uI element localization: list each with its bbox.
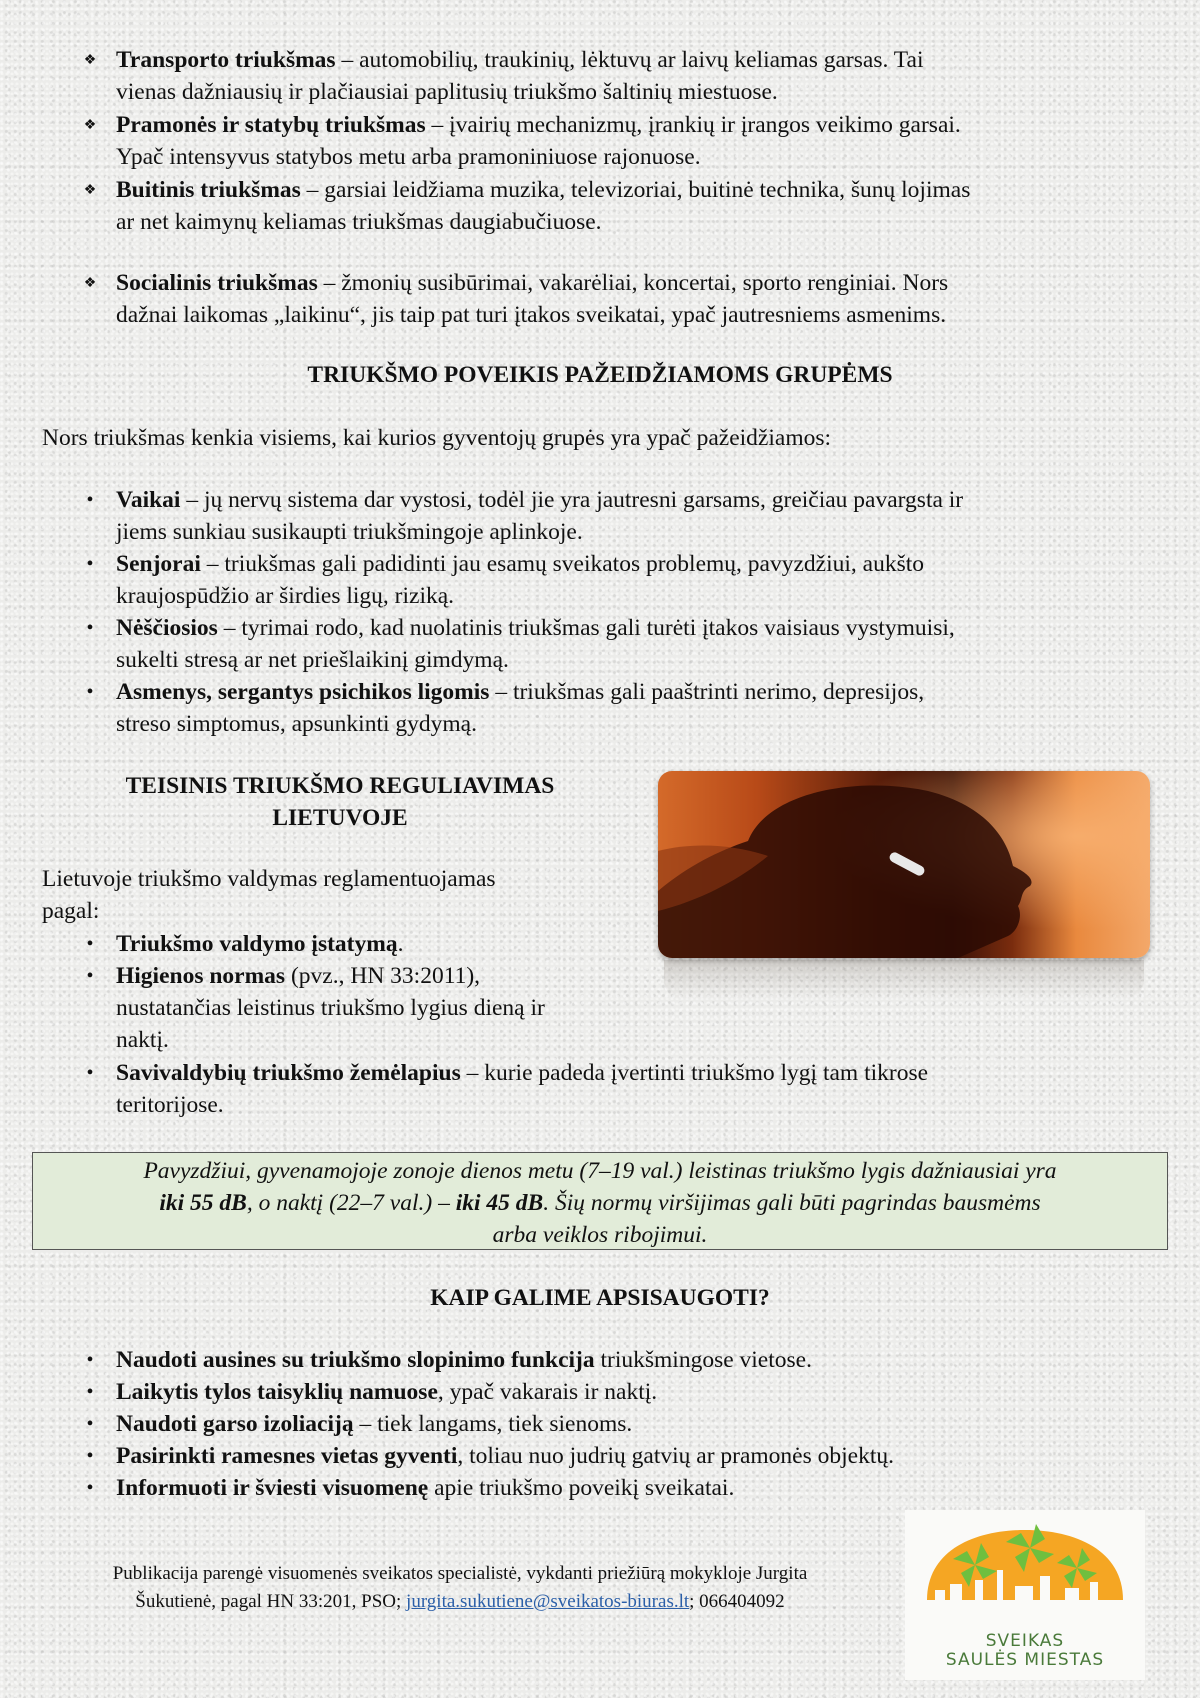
list-item xyxy=(86,960,646,1056)
item-text: apie triukšmo poveikį sveikatai. xyxy=(428,1475,735,1501)
item-title: Naudoti ausines su triukšmo slopinimo funkcija xyxy=(116,1347,595,1373)
footer-text: Publikacija parengė visuomenės sveikatos specialistė, vykdanti priežiūrą mokykloje Jurgita xyxy=(112,1563,808,1584)
list-item xyxy=(86,612,1146,676)
diamond-bullet-icon: ❖ xyxy=(83,276,97,291)
diamond-bullet-icon: ❖ xyxy=(83,118,97,133)
item-text: . xyxy=(397,931,404,957)
note-text: Pavyzdžiui, gyvenamojoje zonoje dienos metu (7–19 val.) leistinas triukšmo lygis dažniausiai yra xyxy=(143,1158,1057,1184)
note-highlight-night: iki 45 dB xyxy=(455,1190,544,1216)
item-text: ar net kaimynų keliamas triukšmas daugiabučiuose. xyxy=(116,209,602,235)
dot-bullet-icon: • xyxy=(86,1413,94,1435)
intro-line: pagal: xyxy=(42,898,100,924)
list-item xyxy=(86,928,646,960)
silhouette-icon xyxy=(658,771,1150,958)
item-title: Senjorai xyxy=(116,551,201,577)
list-item xyxy=(83,267,1146,331)
section-heading-protect: KAIP GALIME APSISAUGOTI? xyxy=(430,1285,770,1311)
list-item xyxy=(86,1408,1146,1440)
item-text: nustatančias leistinus triukšmo lygius dieną ir xyxy=(116,995,545,1021)
item-text: dažnai laikomas „laikinu“, jis taip pat turi įtakos sveikatai, ypač jautresniems asmenims. xyxy=(116,302,947,328)
item-title: Informuoti ir šviesti visuomenę xyxy=(116,1475,429,1501)
footer-phone: ; 066404092 xyxy=(689,1591,785,1612)
dot-bullet-icon: • xyxy=(86,681,94,703)
item-title: Naudoti garso izoliaciją xyxy=(116,1411,354,1437)
item-text: – tyrimai rodo, kad nuolatinis triukšmas gali turėti įtakos vaisiaus vystymuisi, xyxy=(217,615,955,641)
item-text: – kurie padeda įvertinti triukšmo lygį tam tikrose xyxy=(460,1060,929,1086)
item-text: sukelti stresą ar net priešlaikinį gimdymą. xyxy=(116,647,509,673)
dot-bullet-icon: • xyxy=(86,489,94,511)
dot-bullet-icon: • xyxy=(86,1445,94,1467)
item-title: Asmenys, sergantys psichikos ligomis xyxy=(116,679,490,705)
item-text: , toliau nuo judrių gatvių ar pramonės objektų. xyxy=(457,1443,894,1469)
heading-line: LIETUVOJE xyxy=(272,805,408,831)
heading-line: TEISINIS TRIUKŠMO REGULIAVIMAS xyxy=(125,773,555,799)
item-title: Socialinis triukšmas xyxy=(116,270,318,296)
section-heading-legal xyxy=(40,770,640,834)
item-text: – triukšmas gali padidinti jau esamų sveikatos problemų, pavyzdžiui, aukšto xyxy=(200,551,925,577)
item-text: teritorijose. xyxy=(116,1092,224,1118)
section-heading-vulnerable: TRIUKŠMO POVEIKIS PAŽEIDŽIAMOMS GRUPĖMS xyxy=(307,362,893,388)
item-text: kraujospūdžio ar širdies ligų, riziką. xyxy=(116,583,455,609)
dot-bullet-icon: • xyxy=(86,933,94,955)
sveikas-saules-miestas-logo xyxy=(905,1510,1145,1680)
woman-earbud-photo xyxy=(658,771,1150,958)
item-text: – žmonių susibūrimai, vakarėliai, koncertai, sporto renginiai. Nors xyxy=(317,270,949,296)
dot-bullet-icon: • xyxy=(86,553,94,575)
list-item xyxy=(83,44,1146,108)
item-text: streso simptomus, apsunkinti gydymą. xyxy=(116,711,477,737)
photo-reflection xyxy=(664,960,1144,1000)
list-item xyxy=(86,484,1146,548)
item-title: Higienos normas xyxy=(116,963,286,989)
item-text: – jų nervų sistema dar vystosi, todėl jie yra jautresni garsams, greičiau pavargsta ir xyxy=(180,487,964,513)
list-item xyxy=(86,1376,1146,1408)
list-item xyxy=(86,1472,1146,1504)
dot-bullet-icon: • xyxy=(86,1349,94,1371)
item-text: vienas dažniausių ir plačiausiai paplitusių triukšmo šaltinių miestuose. xyxy=(116,79,778,105)
legal-intro xyxy=(42,863,642,927)
note-text: arba veiklos ribojimui. xyxy=(492,1222,708,1248)
dot-bullet-icon: • xyxy=(86,1477,94,1499)
item-title: Triukšmo valdymo įstatymą xyxy=(116,931,398,957)
item-title: Savivaldybių triukšmo žemėlapius xyxy=(116,1060,461,1086)
item-text: – įvairių mechanizmų, įrankių ir įrangos veikimo garsai. xyxy=(425,112,961,138)
item-title: Laikytis tylos taisyklių namuose xyxy=(116,1379,438,1405)
dot-bullet-icon: • xyxy=(86,1381,94,1403)
list-item xyxy=(86,1440,1146,1472)
diamond-bullet-icon: ❖ xyxy=(83,53,97,68)
note-highlight-day: iki 55 dB xyxy=(159,1190,247,1216)
item-title: Pasirinkti ramesnes vietas gyventi xyxy=(116,1443,458,1469)
item-title: Pramonės ir statybų triukšmas xyxy=(116,112,426,138)
logo-text xyxy=(905,1632,1145,1670)
item-text: – tiek langams, tiek sienoms. xyxy=(353,1411,633,1437)
list-item xyxy=(86,1057,1146,1121)
noise-limits-note xyxy=(32,1152,1168,1250)
list-item xyxy=(86,1344,1146,1376)
list-item xyxy=(83,174,1146,238)
item-text: – garsiai leidžiama muzika, televizoriai, buitinė technika, šunų lojimas xyxy=(300,177,971,203)
dot-bullet-icon: • xyxy=(86,1062,94,1084)
note-text: . Šių normų viršijimas gali būti pagrindas bausmėms xyxy=(543,1190,1041,1216)
list-item xyxy=(86,676,1146,740)
item-text: – automobilių, traukinių, lėktuvų ar laivų keliamas garsas. Tai xyxy=(335,47,924,73)
logo-line: SAULĖS MIESTAS xyxy=(945,1650,1105,1670)
vulnerable-intro: Nors triukšmas kenkia visiems, kai kurios gyventojų grupės yra ypač pažeidžiamos: xyxy=(42,425,832,451)
logo-line: SVEIKAS xyxy=(985,1631,1065,1651)
item-text: jiems sunkiau susikaupti triukšmingoje aplinkoje. xyxy=(116,519,583,545)
item-text: – triukšmas gali paaštrinti nerimo, depresijos, xyxy=(489,679,925,705)
item-text: triukšmingose vietose. xyxy=(594,1347,812,1373)
footer-text: Šukutienė, pagal HN 33:201, PSO; xyxy=(135,1591,407,1612)
item-title: Buitinis triukšmas xyxy=(116,177,301,203)
diamond-bullet-icon: ❖ xyxy=(83,183,97,198)
author-footer xyxy=(40,1560,880,1616)
item-text: , ypač vakarais ir naktį. xyxy=(437,1379,658,1405)
item-title: Transporto triukšmas xyxy=(116,47,336,73)
item-text: Ypač intensyvus statybos metu arba pramoniniuose rajonuose. xyxy=(116,144,701,170)
email-link[interactable]: jurgita.sukutiene@sveikatos-biuras.lt xyxy=(406,1591,690,1612)
intro-line: Lietuvoje triukšmo valdymas reglamentuojamas xyxy=(42,866,496,892)
dot-bullet-icon: • xyxy=(86,965,94,987)
dot-bullet-icon: • xyxy=(86,617,94,639)
list-item xyxy=(83,109,1146,173)
item-title: Nėščiosios xyxy=(116,615,218,641)
list-item xyxy=(86,548,1146,612)
item-text: naktį. xyxy=(116,1027,169,1053)
note-text: , o naktį (22–7 val.) – xyxy=(246,1190,456,1216)
item-title: Vaikai xyxy=(116,487,181,513)
item-text: (pvz., HN 33:2011), xyxy=(285,963,481,989)
